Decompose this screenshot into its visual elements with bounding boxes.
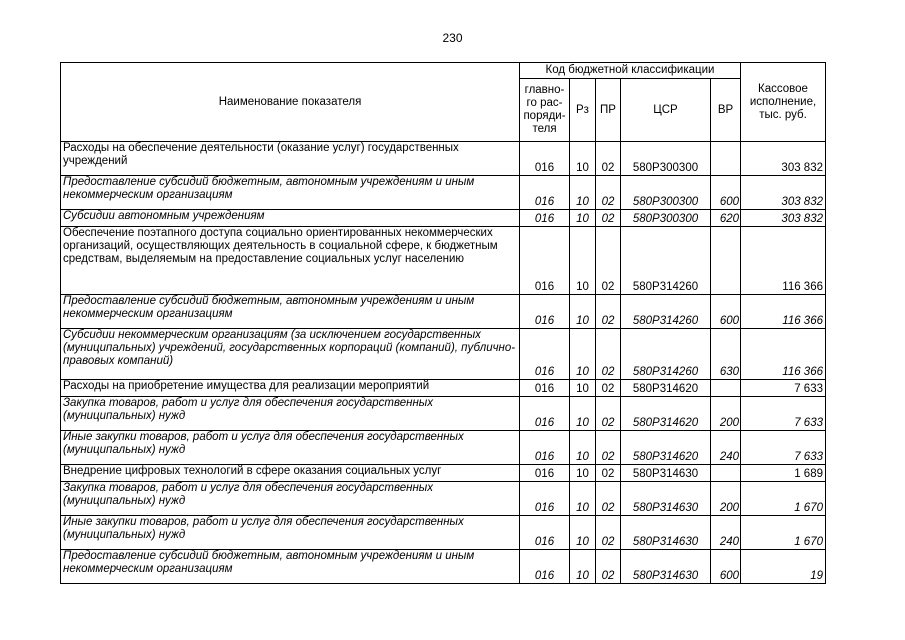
row-amount: 1 689 (741, 465, 826, 482)
row-rz-code: 10 (570, 329, 596, 380)
row-name: Предоставление субсидий бюджетным, автономным учреждениям и иным некоммерческим организациям (61, 295, 520, 329)
row-amount: 303 832 (741, 176, 826, 210)
row-csr-code: 580P314630 (621, 550, 711, 584)
row-rz-code: 10 (570, 210, 596, 227)
row-pr-code: 02 (596, 550, 621, 584)
row-rz-code: 10 (570, 482, 596, 516)
table-row (61, 465, 826, 482)
row-amount: 116 366 (741, 295, 826, 329)
row-name: Субсидии автономным учреждениям (61, 210, 520, 227)
row-vr-code: 600 (711, 176, 741, 210)
row-vr-code (711, 142, 741, 176)
row-amount: 303 832 (741, 142, 826, 176)
header-code-group: Код бюджетной классификации (520, 63, 741, 79)
table-row (61, 516, 826, 550)
row-pr-code: 02 (596, 482, 621, 516)
table-body (61, 142, 826, 584)
row-rz-code: 10 (570, 295, 596, 329)
row-name: Иные закупки товаров, работ и услуг для обеспечения государственных (муниципальных) нужд (61, 516, 520, 550)
row-csr-code: 580P314260 (621, 227, 711, 295)
row-csr-code: 580P314620 (621, 380, 711, 397)
row-admin-code: 016 (520, 295, 570, 329)
row-rz-code: 10 (570, 516, 596, 550)
row-admin-code: 016 (520, 482, 570, 516)
row-vr-code: 200 (711, 397, 741, 431)
row-amount: 1 670 (741, 516, 826, 550)
row-name: Субсидии некоммерческим организациям (за исключением государственных (муниципальных) учреждений, государственных корпораций (компаний), публично-правовых компаний) (61, 329, 520, 380)
row-pr-code: 02 (596, 329, 621, 380)
row-admin-code: 016 (520, 227, 570, 295)
row-vr-code (711, 380, 741, 397)
row-pr-code: 02 (596, 380, 621, 397)
row-vr-code: 600 (711, 295, 741, 329)
row-amount: 7 633 (741, 397, 826, 431)
row-csr-code: 580P314630 (621, 516, 711, 550)
row-admin-code: 016 (520, 176, 570, 210)
row-pr-code: 02 (596, 516, 621, 550)
header-admin: главно-го рас-поряди-теля (520, 79, 570, 142)
row-name: Закупка товаров, работ и услуг для обеспечения государственных (муниципальных) нужд (61, 482, 520, 516)
row-name: Предоставление субсидий бюджетным, автономным учреждениям и иным некоммерческим организациям (61, 550, 520, 584)
row-rz-code: 10 (570, 142, 596, 176)
row-admin-code: 016 (520, 380, 570, 397)
budget-execution-table (60, 62, 826, 584)
row-admin-code: 016 (520, 329, 570, 380)
table-row (61, 329, 826, 380)
row-pr-code: 02 (596, 227, 621, 295)
row-amount: 303 832 (741, 210, 826, 227)
row-admin-code: 016 (520, 210, 570, 227)
row-vr-code: 600 (711, 550, 741, 584)
row-csr-code: 580P314260 (621, 295, 711, 329)
row-csr-code: 580P300300 (621, 142, 711, 176)
row-name: Иные закупки товаров, работ и услуг для обеспечения государственных (муниципальных) нужд (61, 431, 520, 465)
row-pr-code: 02 (596, 210, 621, 227)
row-amount: 1 670 (741, 482, 826, 516)
row-name: Расходы на приобретение имущества для реализации мероприятий (61, 380, 520, 397)
row-vr-code: 620 (711, 210, 741, 227)
table-row (61, 482, 826, 516)
row-csr-code: 580P300300 (621, 176, 711, 210)
row-pr-code: 02 (596, 142, 621, 176)
row-vr-code: 240 (711, 516, 741, 550)
row-amount: 19 (741, 550, 826, 584)
row-name: Внедрение цифровых технологий в сфере оказания социальных услуг (61, 465, 520, 482)
table-row (61, 210, 826, 227)
table-row (61, 431, 826, 465)
row-pr-code: 02 (596, 431, 621, 465)
row-csr-code: 580P300300 (621, 210, 711, 227)
row-name: Предоставление субсидий бюджетным, автономным учреждениям и иным некоммерческим организациям (61, 176, 520, 210)
row-amount: 116 366 (741, 227, 826, 295)
row-admin-code: 016 (520, 516, 570, 550)
row-name: Обеспечение поэтапного доступа социально ориентированных некоммерческих организаций, осуществляющих деятельность в социальной сфере, к бюджетным средствам, выделяемым на предоставление социальных услуг населению (61, 227, 520, 295)
table-row (61, 227, 826, 295)
header-rz: Рз (570, 79, 596, 142)
table-row (61, 397, 826, 431)
table-row (61, 380, 826, 397)
row-admin-code: 016 (520, 431, 570, 465)
row-amount: 7 633 (741, 431, 826, 465)
row-pr-code: 02 (596, 465, 621, 482)
row-csr-code: 580P314630 (621, 482, 711, 516)
row-csr-code: 580P314630 (621, 465, 711, 482)
row-rz-code: 10 (570, 176, 596, 210)
header-csr: ЦСР (621, 79, 711, 142)
table-row (61, 142, 826, 176)
row-vr-code: 630 (711, 329, 741, 380)
row-rz-code: 10 (570, 465, 596, 482)
table-row (61, 550, 826, 584)
row-admin-code: 016 (520, 465, 570, 482)
row-admin-code: 016 (520, 142, 570, 176)
row-amount: 7 633 (741, 380, 826, 397)
row-vr-code (711, 227, 741, 295)
row-vr-code: 200 (711, 482, 741, 516)
header-pr: ПР (596, 79, 621, 142)
row-amount: 116 366 (741, 329, 826, 380)
row-rz-code: 10 (570, 550, 596, 584)
table-row (61, 295, 826, 329)
row-vr-code: 240 (711, 431, 741, 465)
row-pr-code: 02 (596, 397, 621, 431)
row-rz-code: 10 (570, 380, 596, 397)
row-pr-code: 02 (596, 176, 621, 210)
page-number: 230 (442, 31, 463, 45)
row-pr-code: 02 (596, 295, 621, 329)
header-amount: Кассовое исполнение, тыс. руб. (741, 63, 826, 142)
row-csr-code: 580P314620 (621, 431, 711, 465)
header-vr: ВР (711, 79, 741, 142)
row-csr-code: 580P314620 (621, 397, 711, 431)
row-admin-code: 016 (520, 550, 570, 584)
row-name: Расходы на обеспечение деятельности (оказание услуг) государственных учреждений (61, 142, 520, 176)
row-rz-code: 10 (570, 397, 596, 431)
table-row (61, 176, 826, 210)
row-csr-code: 580P314260 (621, 329, 711, 380)
row-rz-code: 10 (570, 431, 596, 465)
row-admin-code: 016 (520, 397, 570, 431)
header-name: Наименование показателя (61, 63, 520, 142)
row-rz-code: 10 (570, 227, 596, 295)
row-name: Закупка товаров, работ и услуг для обеспечения государственных (муниципальных) нужд (61, 397, 520, 431)
row-vr-code (711, 465, 741, 482)
